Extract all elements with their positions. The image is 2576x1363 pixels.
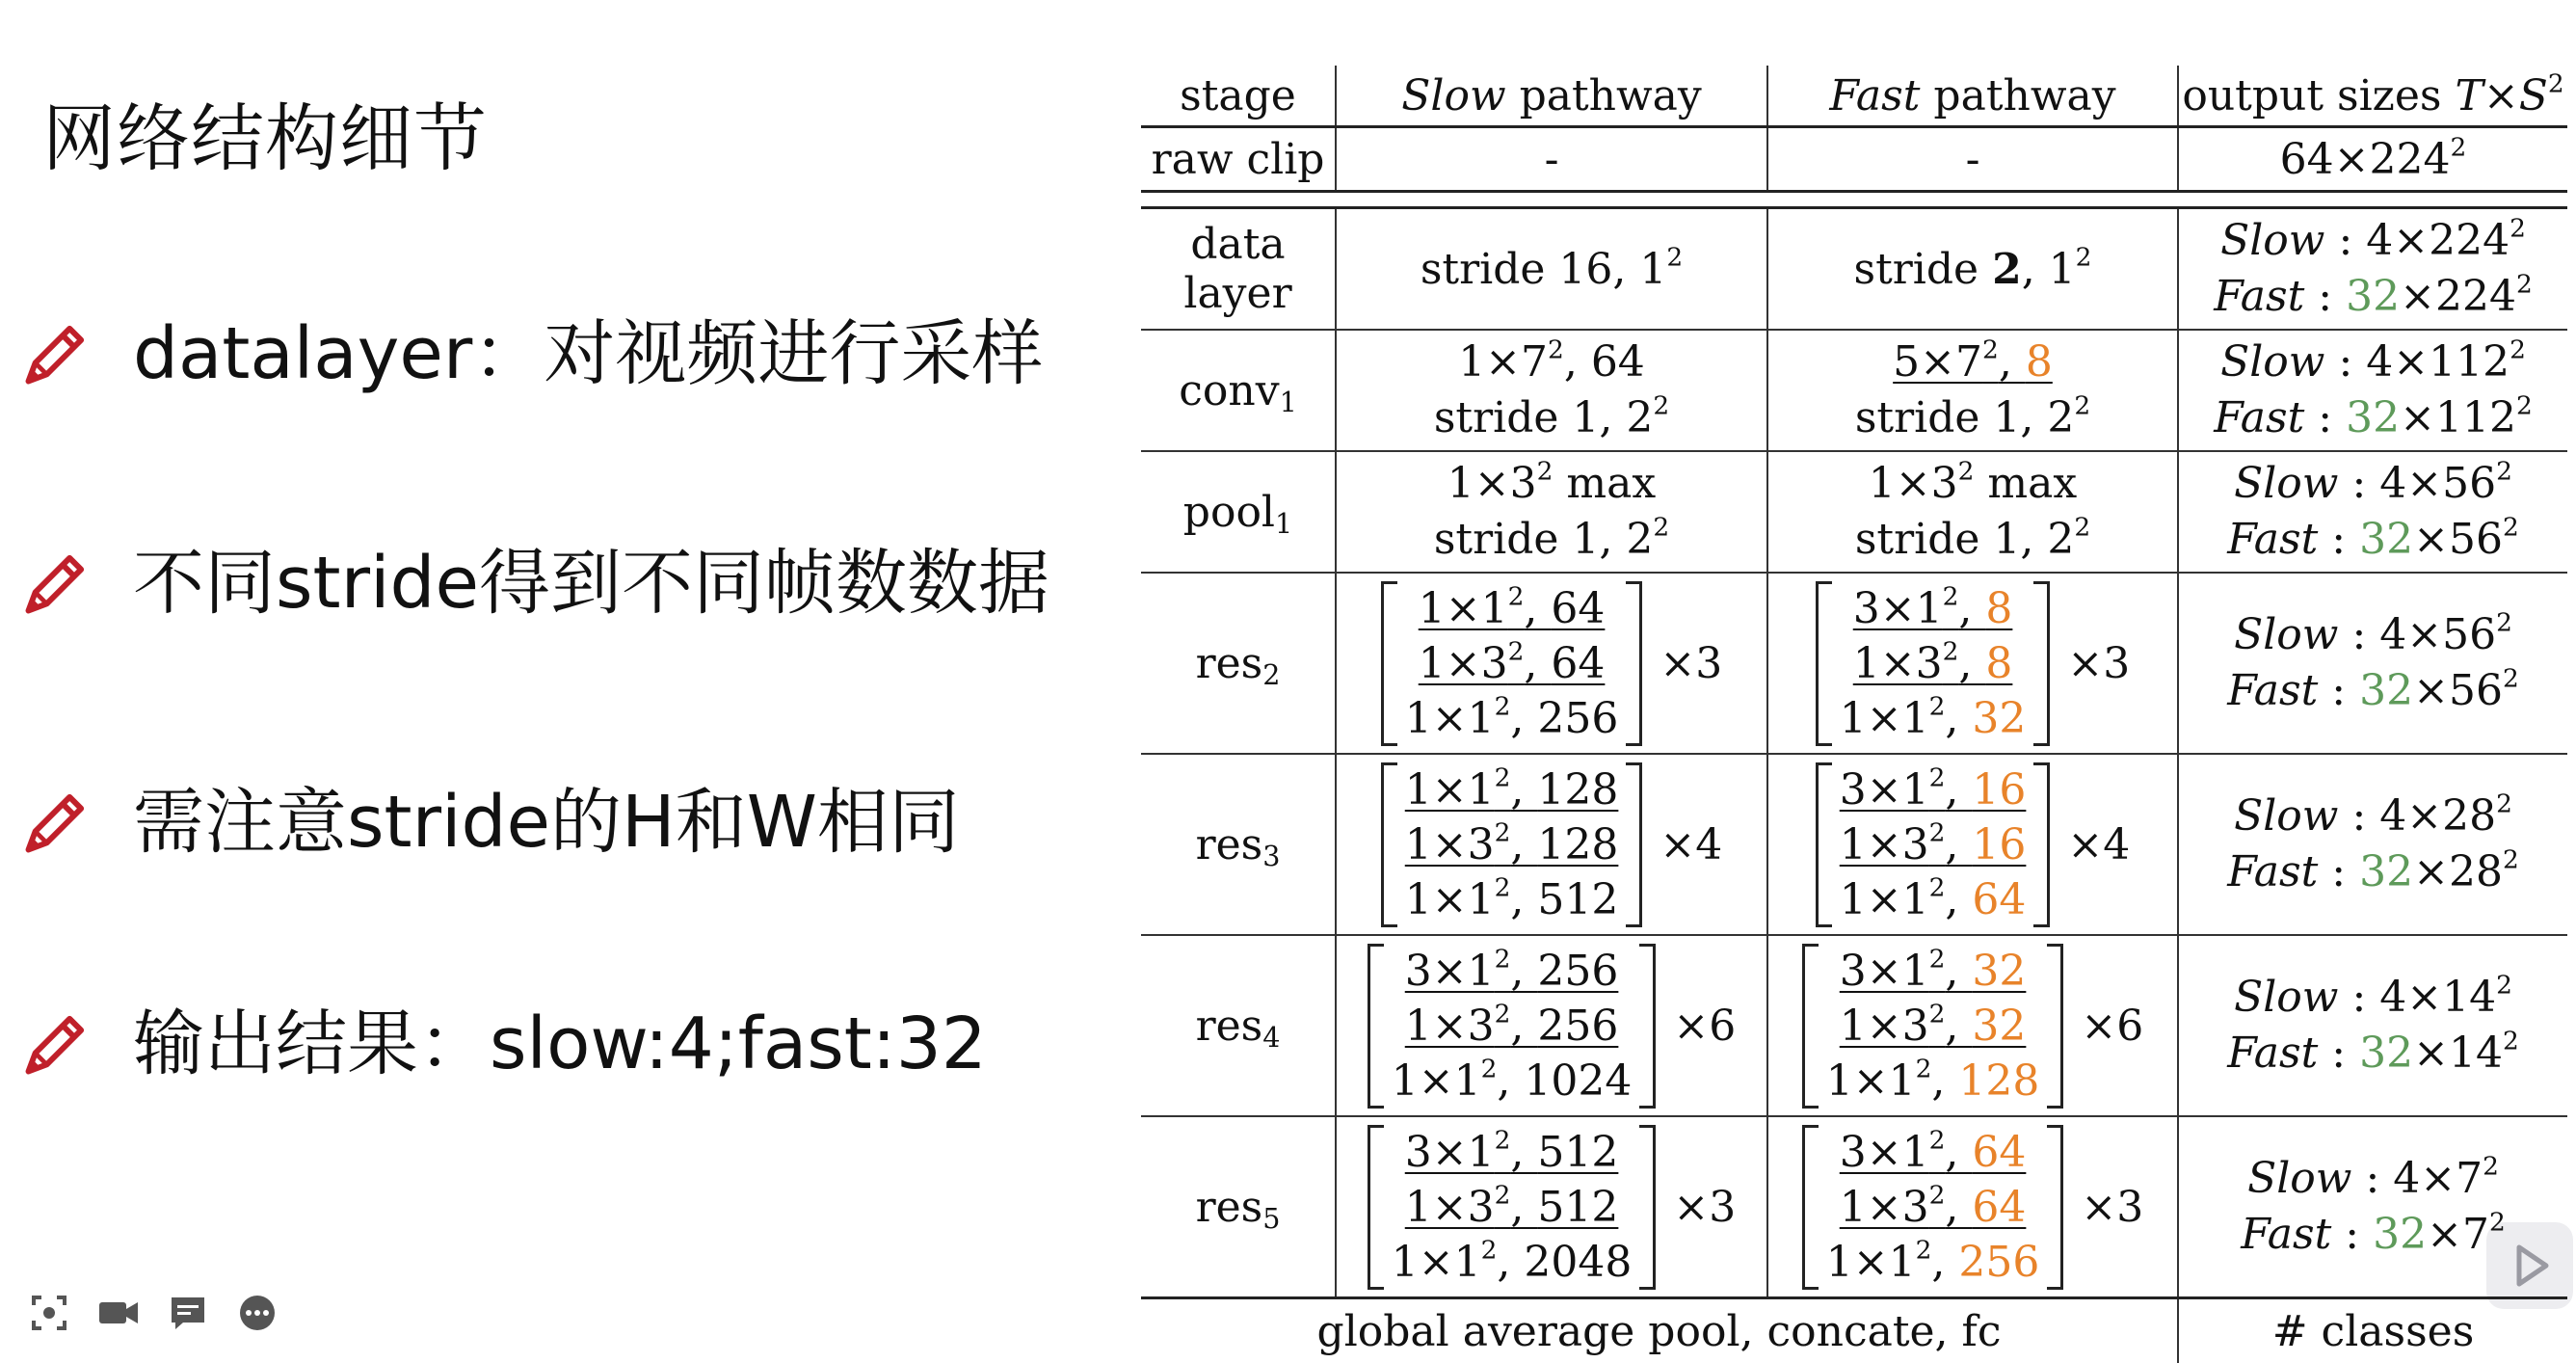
- stage-cell: conv$_1$: [1141, 330, 1336, 451]
- output-cell: Slow : $4\times 56^2$ Fast : $32\times 56^2$: [2178, 573, 2567, 754]
- bullet-item: [19, 991, 987, 1097]
- slow-kernel-line: $1\times 1^2$, 1024: [1392, 1054, 1633, 1109]
- fast-kernel-line: $1\times 3^2$, 8: [1840, 636, 2027, 691]
- fast-cell: stride 2, $1^2$: [1767, 208, 2178, 331]
- slow-kernel-line: $1\times 1^2$, 256: [1405, 691, 1619, 746]
- camera-icon[interactable]: [96, 1294, 141, 1332]
- classes-cell: # classes: [2178, 1298, 2567, 1363]
- fast-cell: [1767, 935, 2178, 1116]
- fast-cell: -: [1767, 127, 2178, 192]
- pencil-icon: [19, 1007, 93, 1081]
- table-row: [1141, 935, 2567, 1116]
- stage-cell: res$_4$: [1141, 935, 1336, 1116]
- fast-kernel-line: $1\times 1^2$, 32: [1840, 691, 2027, 746]
- slow-cell: [1336, 1116, 1767, 1298]
- slow-repeat: ×3: [1660, 639, 1722, 688]
- fast-repeat: ×3: [2067, 639, 2130, 688]
- slow-cell: $1\times 7^2$, 64 stride 1, $2^2$: [1336, 330, 1767, 451]
- fast-kernel-line: $3\times 1^2$, 64: [1826, 1125, 2040, 1180]
- slow-cell: [1336, 754, 1767, 935]
- slow-block: [1368, 1125, 1657, 1290]
- slow-kernel-line: $1\times 1^2$, 2048: [1392, 1235, 1633, 1290]
- slow-cell: -: [1336, 127, 1767, 192]
- pencil-icon: [19, 317, 93, 390]
- more-icon[interactable]: [235, 1294, 279, 1332]
- fast-kernel-line: $1\times 3^2$, 16: [1840, 817, 2027, 872]
- pencil-icon: [19, 786, 93, 859]
- header-slow: Slow pathway: [1336, 66, 1767, 127]
- subtitle-icon[interactable]: [166, 1294, 210, 1332]
- bullet-text: 需注意stride的H和W相同: [133, 779, 960, 866]
- stage-cell: pool$_1$: [1141, 451, 1336, 573]
- fast-kernel-line: $3\times 1^2$, 16: [1840, 762, 2027, 817]
- slow-kernel-line: $1\times 1^2$, 512: [1405, 872, 1619, 927]
- fast-cell: [1767, 1116, 2178, 1298]
- fast-cell: $5\times 7^2$, 8 stride 1, $2^2$: [1767, 330, 2178, 451]
- architecture-table: [1141, 66, 2567, 1363]
- header-fast: Fast pathway: [1767, 66, 2178, 127]
- bullet-text: datalayer：对视频进行采样: [133, 310, 1043, 397]
- table-row: [1141, 754, 2567, 935]
- output-cell: Slow : $4\times 7^2$ Fast : $32\times 7^2$: [2178, 1116, 2567, 1298]
- stage-cell: raw clip: [1141, 127, 1336, 192]
- fast-repeat: ×4: [2067, 820, 2130, 869]
- table-row: [1141, 1298, 2567, 1363]
- table-row: [1141, 330, 2567, 451]
- table-row: [1141, 451, 2567, 573]
- fast-kernel-line: $3\times 1^2$, 32: [1826, 944, 2040, 999]
- stage-cell: data layer: [1141, 208, 1336, 331]
- slow-cell: [1336, 573, 1767, 754]
- fast-kernel-line: $1\times 1^2$, 128: [1826, 1054, 2040, 1109]
- slow-cell: stride 16, $1^2$: [1336, 208, 1767, 331]
- slow-block: [1368, 944, 1657, 1109]
- output-cell: Slow : $4\times 28^2$ Fast : $32\times 28^2$: [2178, 754, 2567, 935]
- bullet-item: [19, 769, 960, 875]
- slow-repeat: ×6: [1673, 1002, 1736, 1051]
- table-row: [1141, 208, 2567, 331]
- slow-cell: [1336, 935, 1767, 1116]
- final-layer-cell: global average pool, concate, fc: [1141, 1298, 2178, 1363]
- table-row: [1141, 1116, 2567, 1298]
- fast-kernel-line: $1\times 1^2$, 256: [1826, 1235, 2040, 1290]
- slow-kernel-line: $1\times 3^2$, 64: [1405, 636, 1619, 691]
- pencil-icon: [19, 547, 93, 620]
- slow-kernel-line: $1\times 3^2$, 128: [1405, 817, 1619, 872]
- output-cell: Slow : $4\times 112^2$ Fast : $32\times 112^2$: [2178, 330, 2567, 451]
- fast-kernel-line: $1\times 1^2$, 64: [1840, 872, 2027, 927]
- screenshot-icon[interactable]: [27, 1294, 71, 1332]
- output-cell: Slow : $4\times 14^2$ Fast : $32\times 14^2$: [2178, 935, 2567, 1116]
- output-cell: $64\times 224^2$: [2178, 127, 2567, 192]
- slow-repeat: ×4: [1660, 820, 1722, 869]
- slow-kernel-line: $3\times 1^2$, 256: [1392, 944, 1633, 999]
- fast-kernel-line: $1\times 3^2$, 64: [1826, 1180, 2040, 1235]
- bullet-text: 输出结果：slow:4;fast:32: [133, 1001, 987, 1087]
- fast-block: [1802, 944, 2064, 1109]
- fast-kernel-line: $3\times 1^2$, 8: [1840, 581, 2027, 636]
- slow-kernel-line: $1\times 1^2$, 64: [1405, 581, 1619, 636]
- fast-block: [1802, 1125, 2064, 1290]
- slow-cell: $1\times 3^2$ max stride 1, $2^2$: [1336, 451, 1767, 573]
- table-row: [1141, 573, 2567, 754]
- slow-block: [1381, 581, 1643, 746]
- table-header-row: [1141, 66, 2567, 127]
- fast-repeat: ×3: [2081, 1183, 2143, 1232]
- stage-cell: res$_2$: [1141, 573, 1336, 754]
- fast-block: [1816, 581, 2051, 746]
- slow-repeat: ×3: [1673, 1183, 1736, 1232]
- fast-cell: [1767, 573, 2178, 754]
- bullet-text: 不同stride得到不同帧数数据: [133, 540, 1049, 627]
- header-output: output sizes $T\times S^2$: [2178, 66, 2567, 127]
- fast-cell: [1767, 754, 2178, 935]
- player-toolbar: [27, 1294, 279, 1332]
- slow-kernel-line: $3\times 1^2$, 512: [1392, 1125, 1633, 1180]
- bullet-item: [19, 530, 1049, 636]
- output-cell: Slow : $4\times 56^2$ Fast : $32\times 56^2$: [2178, 451, 2567, 573]
- fast-cell: $1\times 3^2$ max stride 1, $2^2$: [1767, 451, 2178, 573]
- output-cell: Slow : $4\times 224^2$ Fast : $32\times 224^2$: [2178, 208, 2567, 331]
- slow-kernel-line: $1\times 3^2$, 512: [1392, 1180, 1633, 1235]
- slow-block: [1381, 762, 1643, 927]
- stage-cell: res$_3$: [1141, 754, 1336, 935]
- fast-block: [1816, 762, 2051, 927]
- table-row: [1141, 127, 2567, 192]
- slide-title: 网络结构细节: [42, 93, 488, 185]
- slow-kernel-line: $1\times 3^2$, 256: [1392, 999, 1633, 1054]
- header-stage: stage: [1141, 66, 1336, 127]
- slow-kernel-line: $1\times 1^2$, 128: [1405, 762, 1619, 817]
- stage-cell: res$_5$: [1141, 1116, 1336, 1298]
- fast-kernel-line: $1\times 3^2$, 32: [1826, 999, 2040, 1054]
- bullet-item: [19, 301, 1043, 407]
- fast-repeat: ×6: [2081, 1002, 2143, 1051]
